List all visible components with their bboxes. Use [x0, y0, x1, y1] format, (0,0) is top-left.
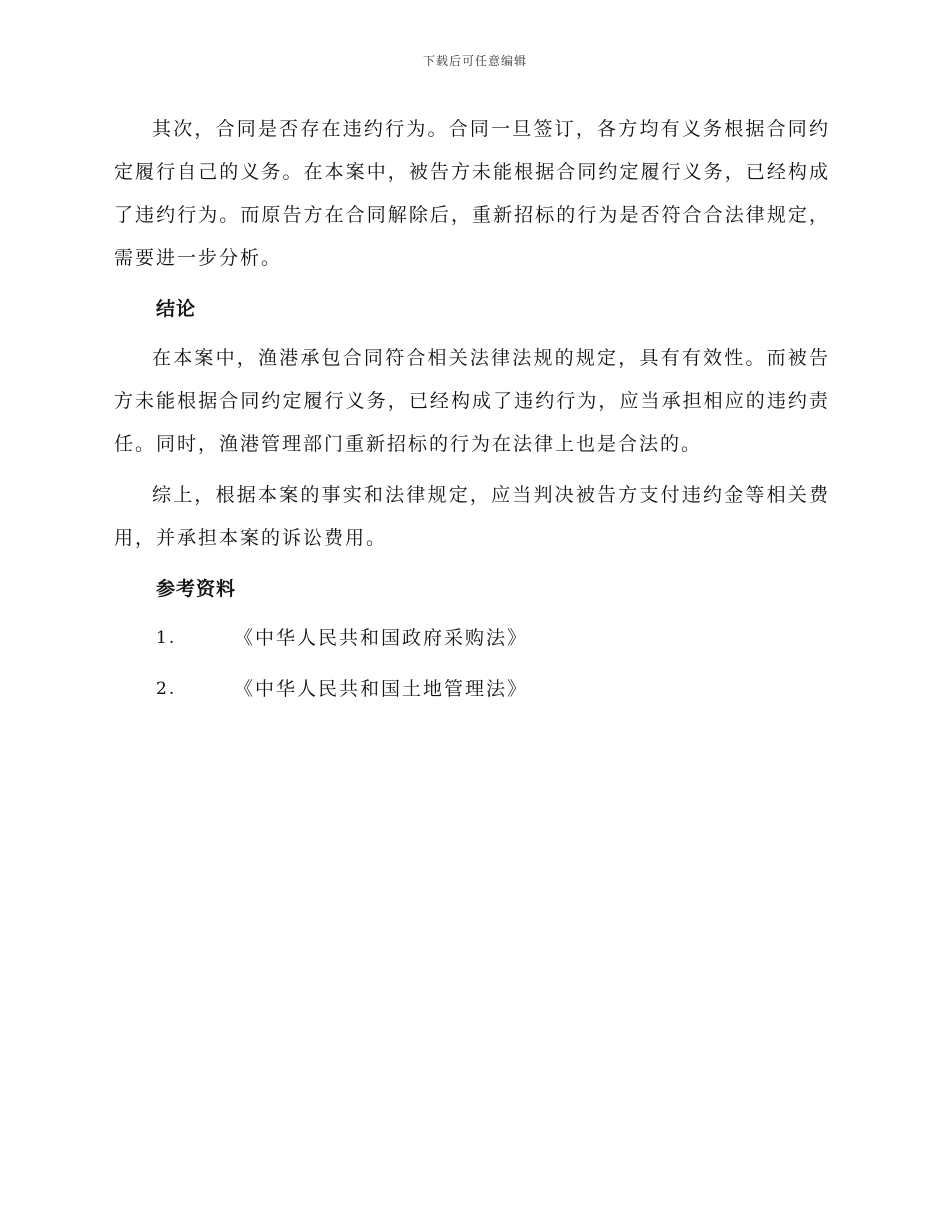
reference-item	[114, 617, 830, 660]
paragraph-breach: 其次，合同是否存在违约行为。合同一旦签订，各方均有义务根据合同约定履行自己的义务。在本案中，被告方未能根据合同约定履行义务，已经构成了违约行为。而原告方在合同解除后，重新招标的行为是否符合合法律规定，需要进一步分析。	[114, 118, 830, 269]
paragraph-conclusion: 在本案中，渔港承包合同符合相关法律法规的规定，具有有效性。而被告方未能根据合同约定履行义务，已经构成了违约行为，应当承担相应的违约责任。同时，渔港管理部门重新招标的行为在法律上也是合法的。	[114, 347, 830, 455]
conclusion-heading: 结论	[156, 298, 197, 320]
reference-title: 《中华人民共和国土地管理法》	[234, 678, 529, 700]
references-heading: 参考资料	[156, 578, 237, 600]
reference-title: 《中华人民共和国政府采购法》	[234, 627, 529, 649]
reference-number: 1.	[156, 628, 177, 648]
paragraph-summary: 综上，根据本案的事实和法律规定，应当判决被告方支付违约金等相关费用，并承担本案的诉讼费用。	[114, 484, 830, 549]
reference-item	[114, 668, 830, 711]
references-list	[114, 617, 830, 711]
document-body	[114, 108, 830, 719]
page-header: 下载后可任意编辑	[422, 54, 527, 68]
reference-number: 2.	[156, 679, 177, 699]
